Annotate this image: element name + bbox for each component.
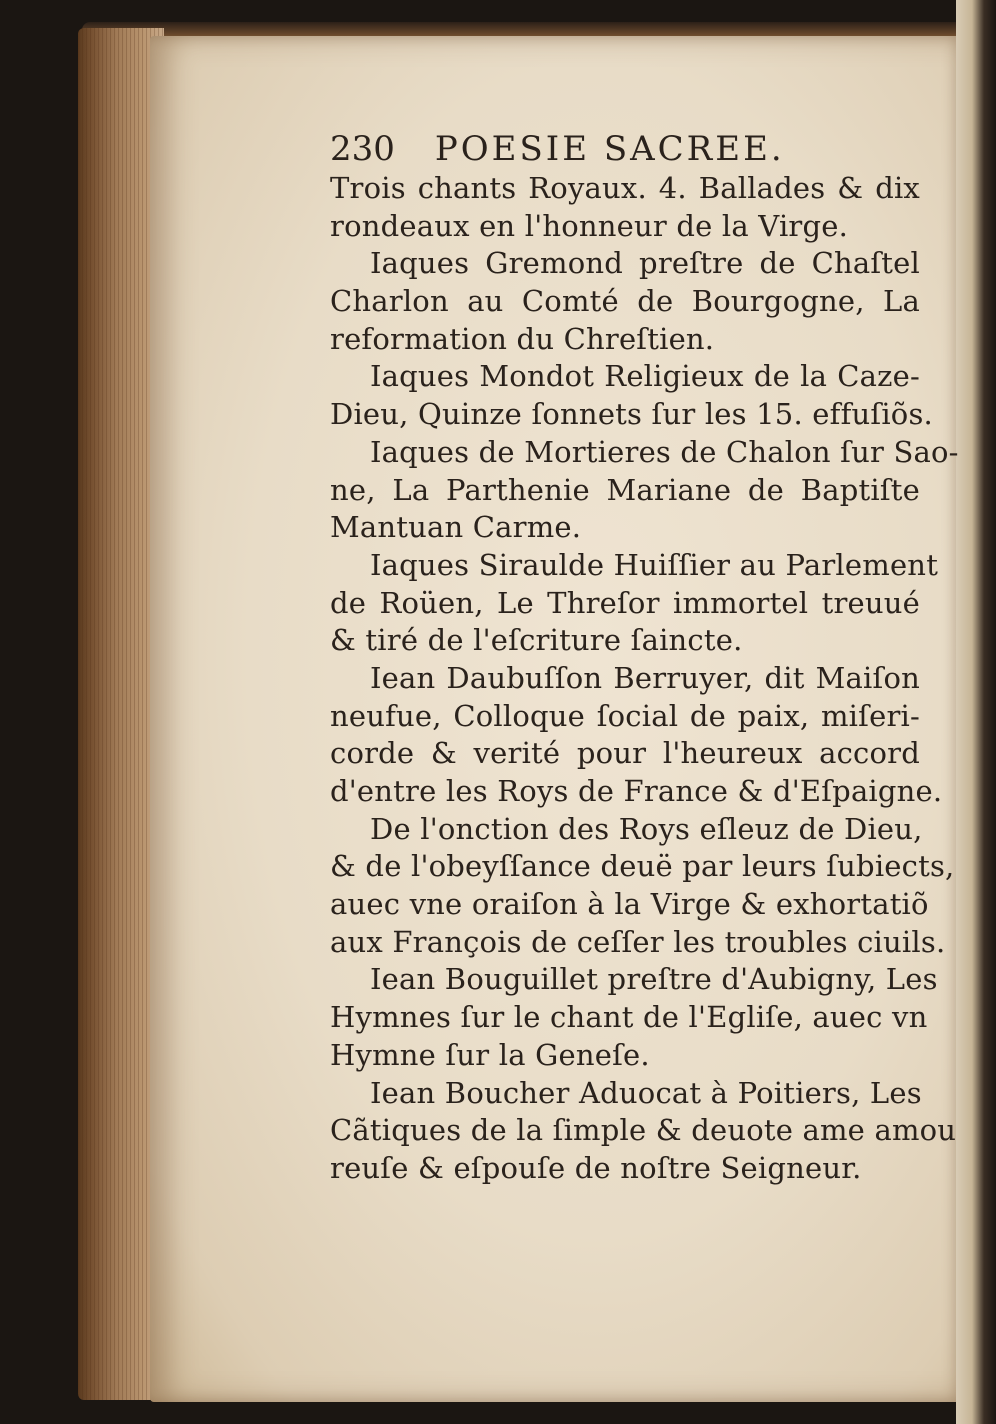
- running-head-title: POESIE SACREE.: [434, 129, 785, 169]
- text-line: Hymnes ſur le chant de l'Egliſe, auec vn: [330, 1000, 928, 1035]
- text-line: Iaques Gremond preſtre de Chaſtel: [370, 246, 920, 281]
- text-line: & de l'obeyſſance deuë par leurs ſubiects,: [330, 849, 955, 884]
- text-line: Charlon au Comté de Bourgogne, La: [330, 284, 920, 319]
- text-line: d'entre les Roys de France & d'Eſpaigne.: [330, 774, 943, 808]
- text-line: Trois chants Royaux. 4. Ballades & dix: [330, 171, 920, 205]
- text-line: De l'onction des Roys eſleuz de Dieu,: [370, 811, 923, 846]
- text-line: Iaques Siraulde Huiſſier au Parlement: [370, 547, 939, 582]
- text-line: auec vne oraiſon à la Virge & exhortatiõ: [330, 887, 929, 922]
- text-line: Iean Daubuſſon Berruyer, dit Maiſon: [370, 660, 920, 695]
- text-line: Mantuan Carme.: [330, 510, 582, 545]
- text-line: Iean Bouguillet preſtre d'Aubigny, Les: [370, 962, 938, 997]
- page-text-block: [330, 128, 959, 1188]
- text-line: aux François de ceſſer les troubles ciuils.: [330, 924, 946, 959]
- text-line: neufue, Colloque ſocial de paix, miſeri-: [330, 698, 920, 733]
- text-line: Iaques Mondot Religieux de la Caze-: [370, 359, 920, 394]
- text-line: de Roüen, Le Threſor immortel treuué: [330, 585, 920, 620]
- book-gutter: [956, 0, 996, 1424]
- text-line: Iean Boucher Aduocat à Poitiers, Les: [370, 1075, 922, 1110]
- text-line: Dieu, Quinze ſonnets ſur les 15. effuſiõs.: [330, 397, 933, 432]
- text-line: reuſe & eſpouſe de noſtre Seigneur.: [330, 1150, 862, 1185]
- text-line: rondeaux en l'honneur de la Virge.: [330, 208, 849, 243]
- text-line: reformation du Chreſtien.: [330, 321, 715, 356]
- text-line: Cãtiques de la ſimple & deuote ame amou: [330, 1113, 957, 1148]
- text-line: Hymne ſur la Geneſe.: [330, 1037, 650, 1072]
- text-line: ne, La Parthenie Mariane de Baptiſte: [330, 472, 920, 507]
- page-number: 230: [330, 129, 395, 169]
- text-line: Iaques de Mortieres de Chalon ſur Sao-: [370, 434, 959, 469]
- text-line: corde & verité pour l'heureux accord: [330, 736, 920, 771]
- text-line: & tiré de l'eſcriture ſaincte.: [330, 623, 743, 658]
- running-header: [330, 128, 920, 170]
